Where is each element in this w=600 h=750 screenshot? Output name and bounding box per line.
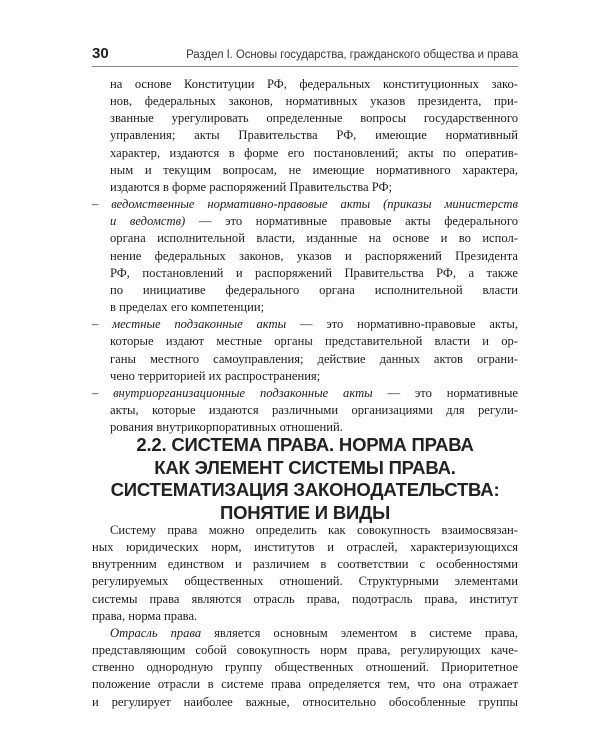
heading-line: ПОНЯТИЕ И ВИДЫ bbox=[219, 501, 390, 523]
text-line: акты, которые издаются различными организациями для регули- bbox=[110, 402, 518, 417]
heading-line: КАК ЭЛЕМЕНТ СИСТЕМЫ ПРАВА. bbox=[154, 456, 456, 478]
page-header bbox=[92, 44, 518, 67]
text-line: органа исполнительной власти, изданные на основе и во испол- bbox=[110, 231, 518, 246]
text-line: положение отрасли в системе права определяется тем, что она отражает bbox=[92, 677, 518, 692]
body-text-top bbox=[92, 76, 518, 436]
term: местные подзаконные акты bbox=[112, 317, 287, 332]
text-line: – местные подзаконные акты — это нормативно-правовые акты, bbox=[92, 317, 518, 332]
list-item-internal-acts bbox=[92, 385, 518, 436]
text-line: регулируемых общественных отношений. Структурными элементами bbox=[92, 574, 518, 589]
text-line: издаются в форме распоряжений Правительства РФ; bbox=[110, 179, 393, 194]
text-line: системы права являются отрасль права, подотрасль права, институт bbox=[92, 591, 518, 606]
list-item-departmental-acts bbox=[92, 196, 518, 316]
text-line: РФ, постановлений и распоряжений Правительства РФ, а также bbox=[110, 265, 518, 280]
text-line: ственно однородную группу общественных отношений. Приоритетное bbox=[92, 660, 518, 675]
page-number: 30 bbox=[92, 45, 109, 62]
text-line: званные урегулировать определенные вопросы государственного bbox=[110, 111, 518, 126]
text-line: Систему права можно определить как совокупность взаимосвязан- bbox=[110, 523, 518, 537]
list-dash: – bbox=[92, 197, 99, 212]
paragraph-legal-system bbox=[92, 522, 518, 625]
list-dash: – bbox=[92, 385, 99, 400]
text-line: нение федеральных законов, указов и распоряжений Президента bbox=[110, 248, 518, 263]
text-line: ганы местного самоуправления; действие данных актов ограни- bbox=[110, 351, 518, 366]
term: и ведомств) bbox=[110, 214, 186, 229]
text-line: на основе Конституции РФ, федеральных конституционных зако- bbox=[110, 77, 518, 91]
text-line: внутренним единством и различием в соответствии с особенностями bbox=[92, 557, 518, 572]
list-item-local-acts bbox=[92, 316, 518, 385]
text-line: Отрасль права является основным элементом в системе права, bbox=[110, 625, 518, 640]
text-line: – внутриорганизационные подзаконные акты — это нормативные bbox=[92, 385, 518, 400]
text-line: ным и текущим вопросам, не имеющие нормативного характера, bbox=[110, 162, 518, 177]
top-block bbox=[92, 76, 518, 196]
text-line: представляющим собой совокупность норм права, регулирующих каче- bbox=[92, 643, 518, 658]
text-line: управления; акты Правительства РФ, имеющие нормативный bbox=[110, 128, 518, 143]
term: внутриорганизационные подзаконные акты bbox=[113, 385, 373, 400]
list-dash: – bbox=[92, 317, 99, 332]
text-line: в пределах его компетенции; bbox=[110, 300, 265, 315]
heading-line: 2.2. СИСТЕМА ПРАВА. НОРМА ПРАВА bbox=[136, 434, 474, 455]
text-line: ных юридических норм, институтов и отраслей, характеризующихся bbox=[92, 540, 518, 555]
text-line: рования внутрикорпоративных отношений. bbox=[110, 420, 343, 435]
term: Отрасль права bbox=[110, 625, 202, 640]
text-line: которые издают местные органы представительной власти и ор- bbox=[110, 334, 518, 349]
text-line: права, норма права. bbox=[92, 608, 198, 623]
term: ведомственные нормативно-правовые акты (приказы министерств bbox=[111, 197, 518, 212]
text-line: и ведомств) — это нормативные правовые акты федерального bbox=[110, 214, 519, 229]
text-line bbox=[92, 196, 518, 213]
text-line: нов, федеральных законов, нормативных указов президента, при- bbox=[110, 94, 518, 109]
text-line: характер, издаются в форме его постановлений; акты по оператив- bbox=[110, 145, 518, 160]
paragraph-branch-of-law bbox=[92, 625, 518, 711]
heading-line: СИСТЕМАТИЗАЦИЯ ЗАКОНОДАТЕЛЬСТВА: bbox=[110, 479, 500, 500]
body-text-bottom bbox=[92, 522, 518, 711]
section-heading bbox=[92, 434, 518, 524]
text-line: по инициативе федерального органа исполнительной власти bbox=[110, 282, 518, 297]
text-line: чено территорией их распространения; bbox=[110, 368, 321, 383]
running-head: Раздел I. Основы государства, гражданского общества и права bbox=[186, 49, 518, 61]
text-line: и регулирует наиболее важные, относительно обособленные группы bbox=[92, 694, 518, 709]
